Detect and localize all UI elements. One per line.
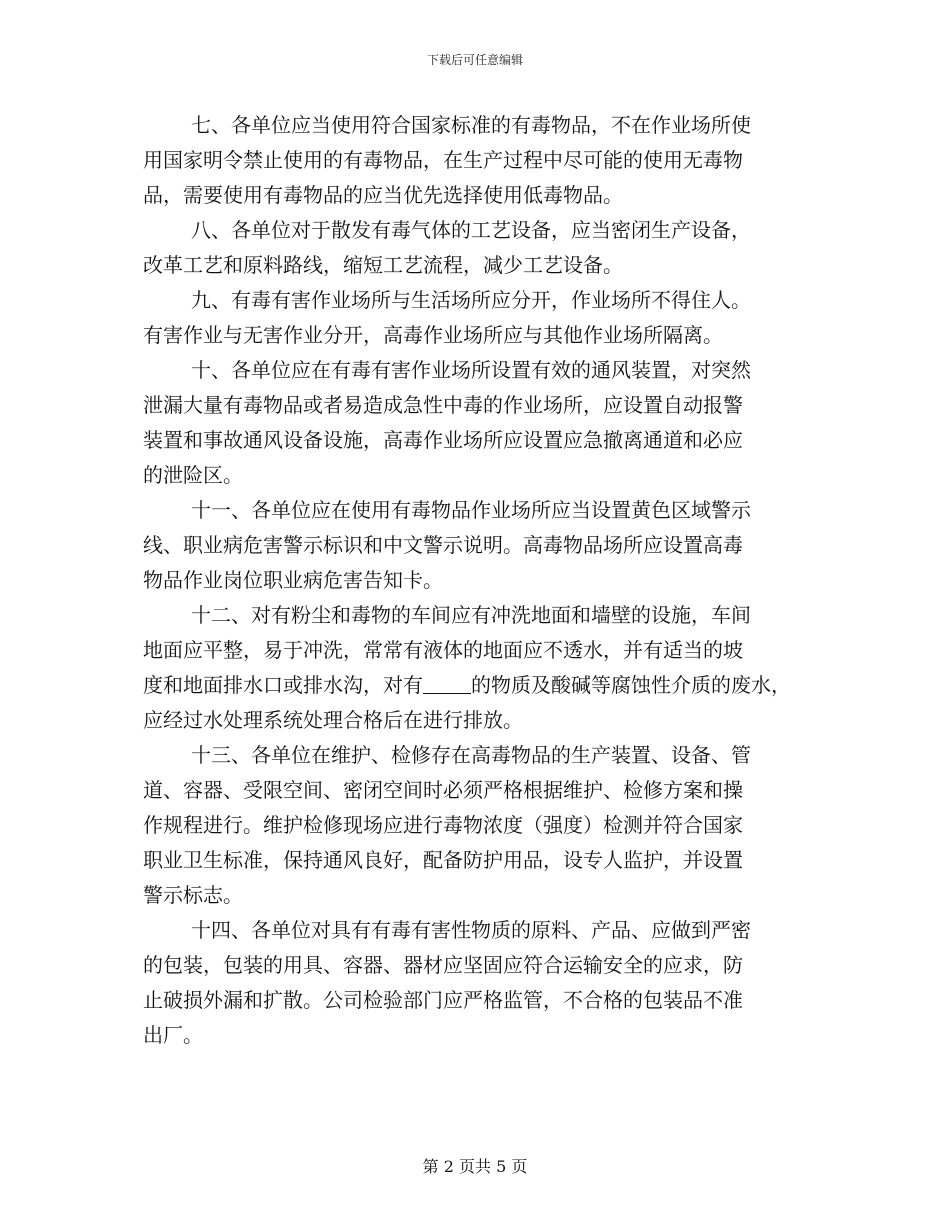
text-line: 装置和事故通风设备设施，高毒作业场所应设置应急撤离通道和必应: [143, 428, 743, 452]
text-line: 十一、各单位应在使用有毒物品作业场所应当设置黄色区域警示: [191, 498, 751, 522]
text-line: 线、职业病危害警示标识和中文警示说明。高毒物品场所应设置高毒: [143, 533, 743, 557]
text-line: 警示标志。: [143, 883, 243, 907]
page-number: 第 2 页共 5 页: [422, 1157, 528, 1176]
text-line: 十三、各单位在维护、检修存在高毒物品的生产装置、设备、管: [191, 743, 751, 767]
paragraph-14: [143, 913, 803, 1053]
text-line: 地面应平整，易于冲洗，常常有液体的地面应不透水，并有适当的坡: [143, 638, 743, 662]
text-line: 止破损外漏和扩散。公司检验部门应严格监管，不合格的包装品不准: [143, 988, 743, 1012]
paragraph-13: [143, 738, 803, 913]
text-before-blank: 度和地面排水口或排水沟，对有: [143, 673, 423, 697]
document-body: [143, 108, 803, 1053]
text-line: 道、容器、受限空间、密闭空间时必须严格根据维护、检修方案和操: [143, 778, 743, 802]
text-line: 八、各单位对于散发有毒气体的工艺设备，应当密闭生产设备，: [191, 218, 751, 242]
text-line: 物品作业岗位职业病危害告知卡。: [143, 568, 443, 592]
text-line: 的包装，包装的用具、容器、器材应坚固应符合运输安全的应求，防: [143, 953, 743, 977]
paragraph-12: [143, 598, 803, 738]
text-line: 泄漏大量有毒物品或者易造成急性中毒的作业场所，应设置自动报警: [143, 393, 743, 417]
fill-in-blank: [423, 675, 471, 694]
text-line: 用国家明令禁止使用的有毒物品，在生产过程中尽可能的使用无毒物: [143, 148, 743, 172]
text-after-blank: 的物质及酸碱等腐蚀性介质的废水，: [471, 673, 791, 697]
text-line: 十、各单位应在有毒有害作业场所设置有效的通风装置，对突然: [191, 358, 751, 382]
paragraph-11: [143, 493, 803, 598]
paragraph-7: [143, 108, 803, 213]
text-line: 作规程进行。维护检修现场应进行毒物浓度（强度）检测并符合国家: [143, 813, 743, 837]
paragraph-9: [143, 283, 803, 353]
text-line: 十四、各单位对具有有毒有害性物质的原料、产品、应做到严密: [191, 918, 751, 942]
paragraph-8: [143, 213, 803, 283]
text-line: 十二、对有粉尘和毒物的车间应有冲洗地面和墙壁的设施，车间: [191, 603, 751, 627]
text-line: 职业卫生标准，保持通风良好，配备防护用品，设专人监护，并设置: [143, 848, 743, 872]
text-line: 改革工艺和原料路线，缩短工艺流程，减少工艺设备。: [143, 253, 623, 277]
page-header: 下载后可任意编辑: [426, 53, 523, 67]
paragraph-10: [143, 353, 803, 493]
text-line: 九、有毒有害作业场所与生活场所应分开，作业场所不得住人。: [191, 288, 751, 312]
text-line: 出厂。: [143, 1023, 203, 1047]
text-line: 应经过水处理系统处理合格后在进行排放。: [143, 708, 523, 732]
text-line: 的泄险区。: [143, 463, 243, 487]
text-line: 有害作业与无害作业分开，高毒作业场所应与其他作业场所隔离。: [143, 323, 723, 347]
text-line: 品，需要使用有毒物品的应当优先选择使用低毒物品。: [143, 183, 623, 207]
text-line-with-blank: [143, 668, 803, 703]
text-line: 七、各单位应当使用符合国家标准的有毒物品，不在作业场所使: [191, 113, 751, 137]
